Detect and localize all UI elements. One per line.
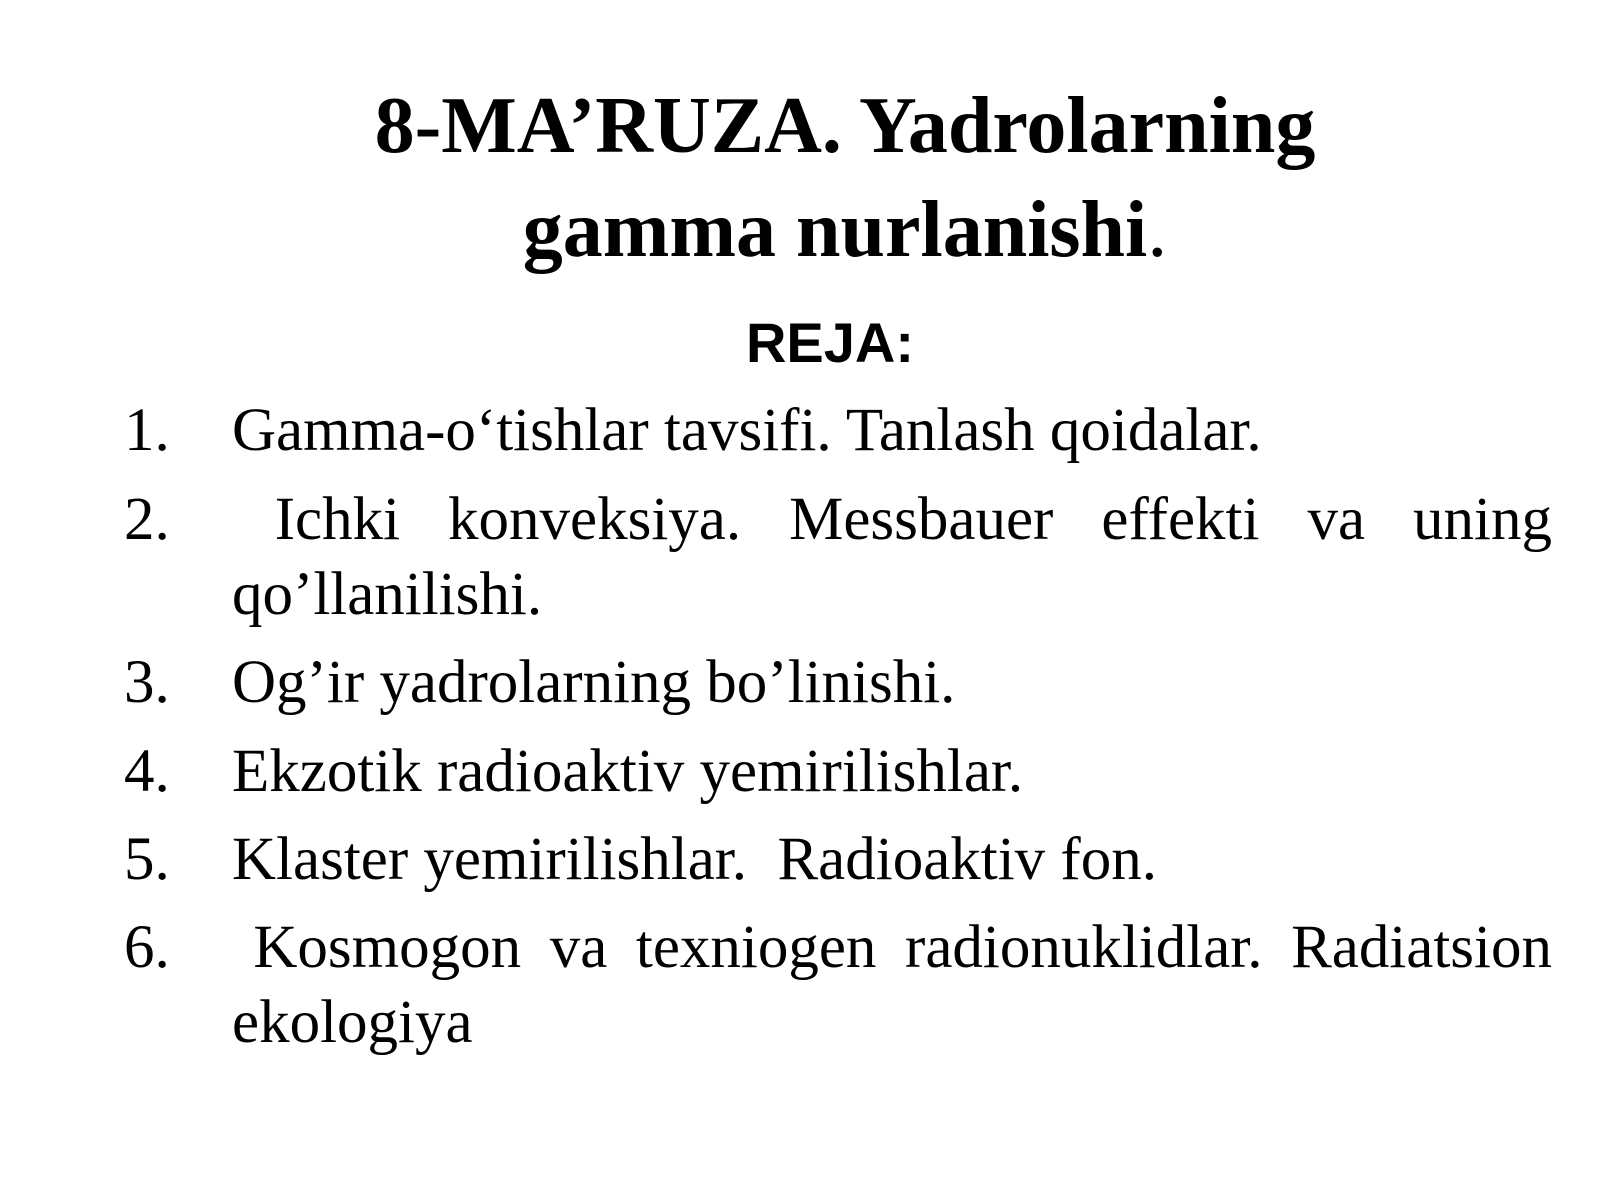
title-end-dot: . bbox=[1147, 186, 1168, 274]
plan-item-number: 4. bbox=[124, 738, 170, 805]
plan-item-text: Ekzotik radioaktiv yemirilishlar. bbox=[232, 738, 1024, 805]
plan-item-number: 6. bbox=[124, 914, 170, 981]
title-line-2: gamma nurlanishi bbox=[522, 186, 1148, 274]
plan-item-text-line-1: Ichki konveksiya. Messbauer effekti va uning bbox=[274, 486, 1552, 553]
plan-item-number: 2. bbox=[124, 486, 170, 553]
plan-item-text bbox=[232, 482, 1552, 632]
plan-item-text-line-2: ekologiya bbox=[232, 989, 473, 1056]
plan-item-text-line-2: qo’llanilishi. bbox=[232, 561, 543, 628]
plan-heading: REJA: bbox=[745, 311, 915, 374]
plan-item-text-line-1: Kosmogon va texniogen radionuklidlar. Radiatsion bbox=[253, 914, 1552, 981]
plan-item-text: Og’ir yadrolarning bo’linishi. bbox=[232, 649, 956, 716]
plan-item-text: Klaster yemirilishlar. Radioaktiv fon. bbox=[232, 826, 1157, 893]
plan-item-text: Gamma-o‘tishlar tavsifi. Tanlash qoidalar. bbox=[232, 397, 1262, 464]
plan-item-number: 5. bbox=[124, 826, 170, 893]
title-line-1: 8-MA’RUZA. Yadrolarning bbox=[374, 82, 1316, 170]
plan-item-number: 3. bbox=[124, 649, 170, 716]
plan-item-number: 1. bbox=[124, 397, 170, 464]
plan-item-text bbox=[232, 910, 1552, 1060]
